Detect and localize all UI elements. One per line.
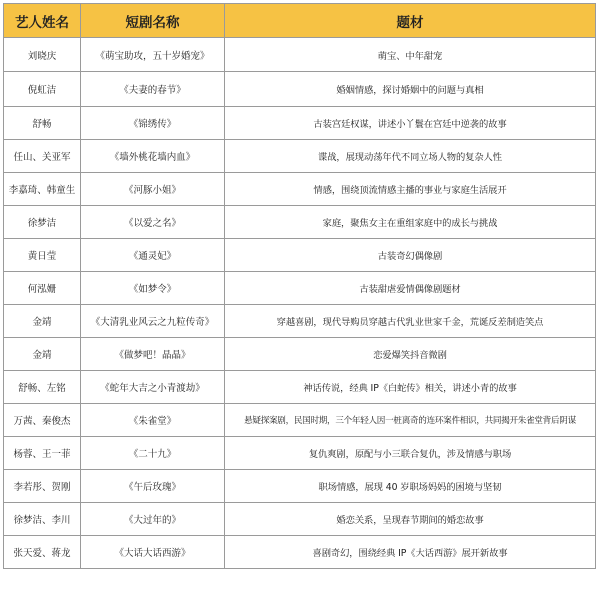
artist-cell: 徐梦洁 (4, 206, 81, 239)
artist-cell: 黄日莹 (4, 239, 81, 272)
drama-cell: 《以爱之名》 (81, 206, 225, 239)
table-row (4, 239, 596, 272)
header-row (4, 4, 596, 38)
header-drama: 短剧名称 (81, 4, 225, 38)
topic-cell: 萌宝、中年甜宠 (225, 38, 596, 72)
artist-cell: 张天爱、蒋龙 (4, 536, 81, 569)
table-row (4, 206, 596, 239)
drama-cell: 《午后玫瑰》 (81, 470, 225, 503)
topic-cell: 古装宫廷权谋，讲述小丫鬟在宫廷中逆袭的故事 (225, 107, 596, 140)
table-row (4, 404, 596, 437)
table-row (4, 72, 596, 107)
table-row (4, 437, 596, 470)
table-row (4, 470, 596, 503)
header-topic: 题材 (225, 4, 596, 38)
drama-cell: 《朱雀堂》 (81, 404, 225, 437)
artist-cell: 李若彤、贺刚 (4, 470, 81, 503)
artist-cell: 李嘉琦、韩童生 (4, 173, 81, 206)
table-body (4, 38, 596, 569)
drama-table (3, 3, 596, 569)
topic-cell: 喜剧奇幻，围绕经典 IP《大话西游》展开新故事 (225, 536, 596, 569)
drama-cell: 《夫妻的春节》 (81, 72, 225, 107)
drama-cell: 《大话大话西游》 (81, 536, 225, 569)
table-row (4, 107, 596, 140)
drama-cell: 《萌宝助攻，五十岁婚宠》 (81, 38, 225, 72)
topic-cell: 职场情感，展现 40 岁职场妈妈的困境与坚韧 (225, 470, 596, 503)
artist-cell: 万茜、秦俊杰 (4, 404, 81, 437)
drama-cell: 《大过年的》 (81, 503, 225, 536)
table-header (4, 4, 596, 38)
artist-cell: 杨蓉、王一菲 (4, 437, 81, 470)
artist-cell: 任山、关亚军 (4, 140, 81, 173)
drama-cell: 《墙外桃花墙内血》 (81, 140, 225, 173)
table-row (4, 38, 596, 72)
drama-table-container (3, 3, 596, 569)
artist-cell: 徐梦洁、李川 (4, 503, 81, 536)
table-row (4, 140, 596, 173)
table-row (4, 371, 596, 404)
table-row (4, 305, 596, 338)
topic-cell: 古装奇幻偶像剧 (225, 239, 596, 272)
table-row (4, 173, 596, 206)
drama-cell: 《锦绣传》 (81, 107, 225, 140)
artist-cell: 舒畅、左铭 (4, 371, 81, 404)
artist-cell: 金靖 (4, 338, 81, 371)
topic-cell: 古装甜虐爱情偶像剧题材 (225, 272, 596, 305)
drama-cell: 《做梦吧！晶晶》 (81, 338, 225, 371)
drama-cell: 《通灵妃》 (81, 239, 225, 272)
topic-cell: 情感，围绕顶流情感主播的事业与家庭生活展开 (225, 173, 596, 206)
topic-cell: 恋爱爆笑抖音微剧 (225, 338, 596, 371)
drama-cell: 《河豚小姐》 (81, 173, 225, 206)
drama-cell: 《蛇年大吉之小青渡劫》 (81, 371, 225, 404)
drama-cell: 《如梦令》 (81, 272, 225, 305)
table-row (4, 536, 596, 569)
topic-cell: 婚恋关系，呈现春节期间的婚恋故事 (225, 503, 596, 536)
drama-cell: 《二十九》 (81, 437, 225, 470)
table-row (4, 338, 596, 371)
header-artist: 艺人姓名 (4, 4, 81, 38)
artist-cell: 倪虹洁 (4, 72, 81, 107)
artist-cell: 何泓姗 (4, 272, 81, 305)
topic-cell: 复仇爽剧，原配与小三联合复仇，涉及情感与职场 (225, 437, 596, 470)
drama-cell: 《大清乳业风云之九粒传奇》 (81, 305, 225, 338)
topic-cell: 穿越喜剧，现代导购员穿越古代乳业世家千金，荒诞反差制造笑点 (225, 305, 596, 338)
table-row (4, 272, 596, 305)
artist-cell: 金靖 (4, 305, 81, 338)
topic-cell: 神话传说，经典 IP《白蛇传》相关，讲述小青的故事 (225, 371, 596, 404)
topic-cell: 家庭，聚焦女主在重组家庭中的成长与挑战 (225, 206, 596, 239)
table-row (4, 503, 596, 536)
topic-cell: 婚姻情感，探讨婚姻中的问题与真相 (225, 72, 596, 107)
topic-cell: 悬疑探案剧，民国时期，三个年轻人因一桩离奇的连环案件相识，共同揭开朱雀堂背后阴谋 (225, 404, 596, 437)
artist-cell: 舒畅 (4, 107, 81, 140)
artist-cell: 刘晓庆 (4, 38, 81, 72)
topic-cell: 谍战，展现动荡年代不同立场人物的复杂人性 (225, 140, 596, 173)
